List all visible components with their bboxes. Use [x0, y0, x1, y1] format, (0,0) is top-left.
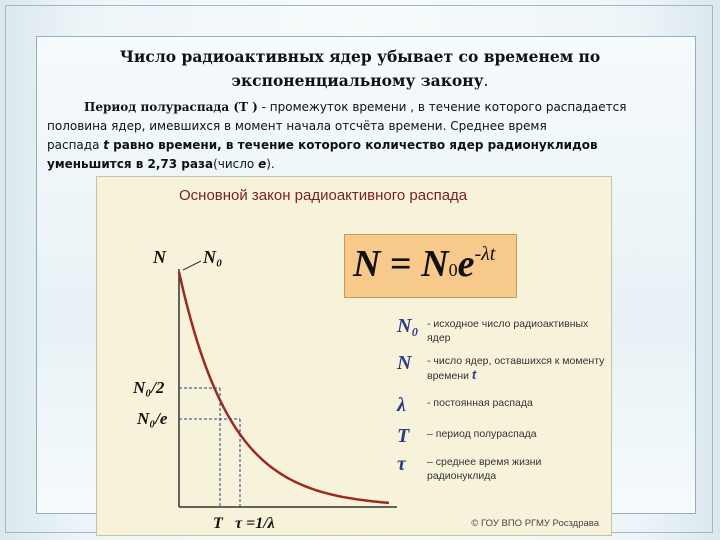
- legend-symbol: τ: [397, 453, 406, 475]
- formula-box: [344, 234, 517, 298]
- legend-text: – период полураспада: [427, 428, 537, 440]
- definition-paragraph: [47, 98, 667, 174]
- legend-text: - исходное число радиоактивных ядер: [427, 318, 589, 344]
- para-line-3: распада t равно времени, в течение которого количество ядер радионуклидов: [47, 138, 598, 152]
- legend-text: – среднее время жизни радионуклида: [427, 456, 542, 482]
- decay-curve: [179, 272, 389, 503]
- title-line-1: Число радиоактивных ядер убывает со временем по: [119, 47, 601, 66]
- n0-e-label: N₀/e: [137, 409, 168, 428]
- para-line-4: уменьшится в 2,73 раза(число е).: [47, 157, 275, 171]
- legend-symbol: T: [397, 425, 410, 447]
- copyright-note: © ГОУ ВПО РГМУ Росздрава: [471, 518, 599, 529]
- slide-title: [60, 45, 660, 93]
- para-line-2: половина ядер, имевшихся в момент начала отсчёта времени. Среднее время: [47, 119, 547, 133]
- legend-symbol: N₀: [397, 315, 419, 337]
- para-line-1: Период полураспада (Т ) - промежуток времени , в течение которого распадается: [84, 100, 627, 114]
- term-half-life: Период полураспада (Т ): [84, 100, 258, 114]
- n0-half-label: N₀/2: [133, 378, 165, 397]
- half-life-tick-label: T: [213, 515, 223, 532]
- legend-text: - число ядер, оставшихся к моменту времени t: [427, 355, 605, 382]
- n0-label: N₀: [203, 247, 223, 267]
- decay-law-figure: [96, 176, 612, 536]
- decay-formula: $N = N0e^{-\lambda t}$: [353, 243, 496, 285]
- figure-title: Основной закон радиоактивного распада: [179, 187, 468, 204]
- title-line-2: экспоненциальному закону.: [231, 71, 489, 90]
- tau-tick-label: τ =1/λ: [235, 515, 275, 532]
- legend-symbol: N: [397, 352, 412, 374]
- legend-text: - постоянная распада: [427, 397, 533, 409]
- y-axis-label: N: [153, 247, 166, 267]
- legend-symbol: λ: [397, 394, 406, 416]
- n0-pointer: [183, 261, 201, 270]
